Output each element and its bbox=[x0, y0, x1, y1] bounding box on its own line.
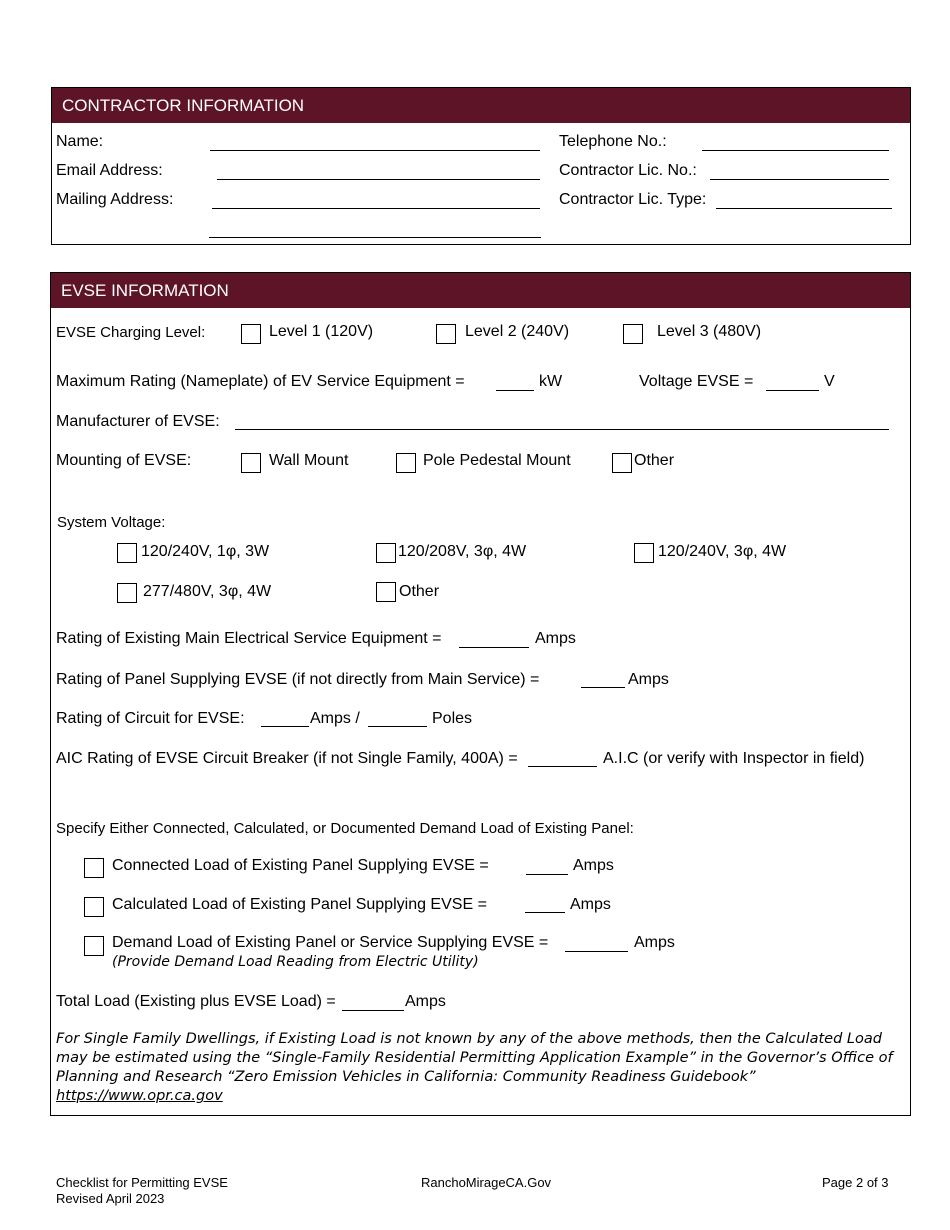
total-label: Total Load (Existing plus EVSE Load) = bbox=[56, 993, 336, 1010]
pole-mount-checkbox[interactable] bbox=[396, 453, 416, 473]
circuit-amps-label: Amps / bbox=[310, 710, 360, 727]
mounting-label: Mounting of EVSE: bbox=[56, 452, 192, 469]
circuit-poles-field[interactable] bbox=[368, 726, 427, 727]
aic-unit: A.I.C (or verify with Inspector in field) bbox=[603, 750, 865, 767]
total-unit: Amps bbox=[405, 993, 446, 1010]
sv3-checkbox[interactable] bbox=[634, 543, 654, 563]
opr-link[interactable]: https://www.opr.ca.gov bbox=[56, 1088, 223, 1104]
demand-checkbox[interactable] bbox=[84, 936, 104, 956]
contractor-header: CONTRACTOR INFORMATION bbox=[52, 88, 910, 123]
max-rating-label: Maximum Rating (Nameplate) of EV Service Equipment = bbox=[56, 373, 465, 390]
note-line-3: Planning and Research “Zero Emission Vehicles in California: Community Readiness Guidebook” bbox=[56, 1069, 756, 1085]
demand-note: (Provide Demand Load Reading from Electric Utility) bbox=[112, 954, 479, 970]
lic-no-field[interactable] bbox=[710, 179, 889, 180]
note-line-1: For Single Family Dwellings, if Existing Load is not known by any of the above methods, then the Calculated Load bbox=[56, 1031, 882, 1047]
main-service-unit: Amps bbox=[535, 630, 576, 647]
sv5-label: Other bbox=[399, 583, 440, 600]
sv4-checkbox[interactable] bbox=[117, 583, 137, 603]
evse-section bbox=[50, 272, 911, 1116]
circuit-amps-field[interactable] bbox=[261, 726, 309, 727]
level2-label: Level 2 (240V) bbox=[465, 323, 570, 340]
lic-no-label: Contractor Lic. No.: bbox=[559, 162, 697, 179]
calculated-label: Calculated Load of Existing Panel Supplying EVSE = bbox=[112, 896, 487, 913]
wall-mount-label: Wall Mount bbox=[269, 452, 349, 469]
sv1-checkbox[interactable] bbox=[117, 543, 137, 563]
email-label: Email Address: bbox=[56, 162, 163, 179]
pole-mount-label: Pole Pedestal Mount bbox=[423, 452, 571, 469]
note-line-2: may be estimated using the “Single-Family Residential Permitting Application Example” in the Governor’s Office of bbox=[56, 1050, 893, 1066]
telephone-field[interactable] bbox=[702, 150, 889, 151]
voltage-unit: V bbox=[824, 373, 835, 390]
circuit-poles-label: Poles bbox=[432, 710, 473, 727]
email-field[interactable] bbox=[217, 179, 540, 180]
calculated-unit: Amps bbox=[570, 896, 611, 913]
max-rating-unit: kW bbox=[539, 373, 563, 390]
circuit-label: Rating of Circuit for EVSE: bbox=[56, 710, 245, 727]
voltage-label: Voltage EVSE = bbox=[639, 373, 754, 390]
sv1-label: 120/240V, 1φ, 3W bbox=[141, 543, 270, 560]
demand-field[interactable] bbox=[565, 951, 628, 952]
sv4-label: 277/480V, 3φ, 4W bbox=[143, 583, 272, 600]
voltage-field[interactable] bbox=[766, 390, 819, 391]
panel-label: Rating of Panel Supplying EVSE (if not directly from Main Service) = bbox=[56, 671, 540, 688]
main-service-field[interactable] bbox=[459, 647, 529, 648]
manufacturer-label: Manufacturer of EVSE: bbox=[56, 413, 220, 430]
calculated-field[interactable] bbox=[525, 912, 565, 913]
aic-field[interactable] bbox=[528, 766, 597, 767]
sv2-label: 120/208V, 3φ, 4W bbox=[398, 543, 527, 560]
specify-label: Specify Either Connected, Calculated, or Documented Demand Load of Existing Panel: bbox=[56, 820, 634, 837]
lic-type-label: Contractor Lic. Type: bbox=[559, 191, 707, 208]
telephone-label: Telephone No.: bbox=[559, 133, 667, 150]
calculated-checkbox[interactable] bbox=[84, 897, 104, 917]
connected-checkbox[interactable] bbox=[84, 858, 104, 878]
footer-revised: Revised April 2023 bbox=[56, 1191, 165, 1206]
connected-label: Connected Load of Existing Panel Supplying EVSE = bbox=[112, 857, 489, 874]
mount-other-checkbox[interactable] bbox=[612, 453, 632, 473]
wall-mount-checkbox[interactable] bbox=[241, 453, 261, 473]
max-rating-field[interactable] bbox=[496, 390, 534, 391]
connected-unit: Amps bbox=[573, 857, 614, 874]
footer-website: RanchoMirageCA.Gov bbox=[421, 1175, 552, 1190]
demand-unit: Amps bbox=[634, 934, 675, 951]
level3-checkbox[interactable] bbox=[623, 324, 643, 344]
panel-field[interactable] bbox=[581, 687, 625, 688]
panel-unit: Amps bbox=[628, 671, 669, 688]
lic-type-field[interactable] bbox=[716, 208, 892, 209]
sv3-label: 120/240V, 3φ, 4W bbox=[658, 543, 787, 560]
demand-label: Demand Load of Existing Panel or Service Supplying EVSE = bbox=[112, 934, 549, 951]
sv5-checkbox[interactable] bbox=[376, 582, 396, 602]
mailing-field[interactable] bbox=[212, 208, 540, 209]
name-label: Name: bbox=[56, 133, 104, 150]
contractor-section bbox=[51, 87, 911, 245]
total-field[interactable] bbox=[342, 1010, 404, 1011]
sv2-checkbox[interactable] bbox=[376, 543, 396, 563]
manufacturer-field[interactable] bbox=[235, 429, 889, 430]
level1-label: Level 1 (120V) bbox=[269, 323, 374, 340]
charging-level-label: EVSE Charging Level: bbox=[56, 324, 206, 341]
footer-page-number: Page 2 of 3 bbox=[822, 1175, 889, 1190]
mailing-field-2[interactable] bbox=[209, 237, 541, 238]
name-field[interactable] bbox=[210, 150, 540, 151]
mount-other-label: Other bbox=[634, 452, 675, 469]
level2-checkbox[interactable] bbox=[436, 324, 456, 344]
connected-field[interactable] bbox=[526, 874, 568, 875]
level1-checkbox[interactable] bbox=[241, 324, 261, 344]
mailing-label: Mailing Address: bbox=[56, 191, 174, 208]
system-voltage-label: System Voltage: bbox=[57, 514, 166, 531]
evse-header: EVSE INFORMATION bbox=[51, 273, 910, 308]
level3-label: Level 3 (480V) bbox=[657, 323, 762, 340]
aic-label: AIC Rating of EVSE Circuit Breaker (if not Single Family, 400A) = bbox=[56, 750, 518, 767]
main-service-label: Rating of Existing Main Electrical Service Equipment = bbox=[56, 630, 442, 647]
footer-title: Checklist for Permitting EVSE bbox=[56, 1175, 228, 1190]
